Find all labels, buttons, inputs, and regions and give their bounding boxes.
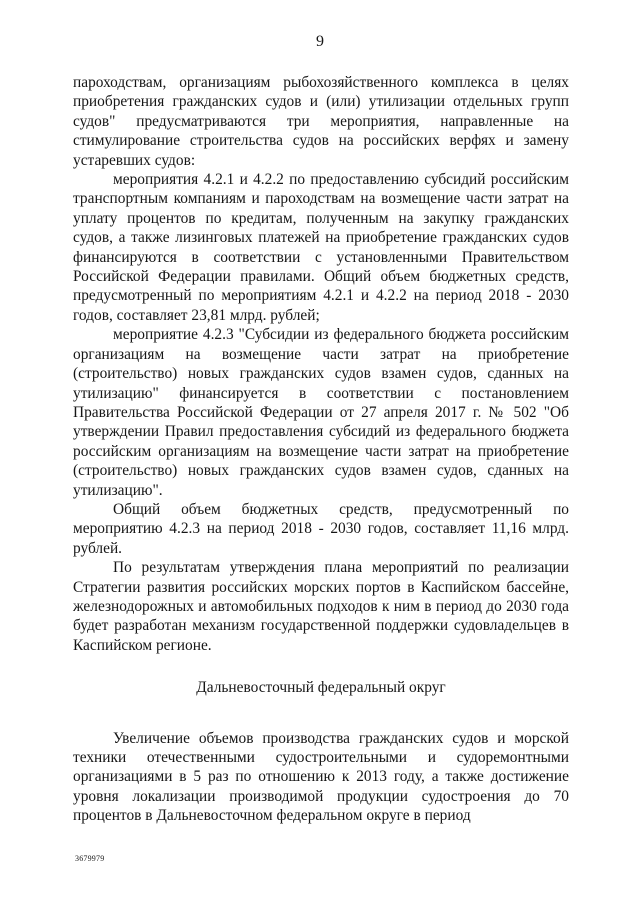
section-heading: Дальневосточный федеральный округ xyxy=(196,679,446,697)
paragraph: пароходствам, организациям рыбохозяйственного комплекса в целях приобретения гражданских судов и (или) утилизации отдельных групп судов" предусматриваются три мероприятия, направленные на стимулирование строительства судов на российских верфях и замену устаревших судов: xyxy=(73,74,569,169)
document-code: 3679979 xyxy=(75,854,105,863)
document-body xyxy=(73,73,569,826)
paragraph: Общий объем бюджетных средств, предусмотренный по мероприятию 4.2.3 на период 2018 - 2030 годов, составляет 11,16 млрд. рублей. xyxy=(73,500,569,557)
paragraph: Увеличение объемов производства гражданских судов и морской техники отечественными судостроительными и судоремонтными организациями в 5 раз по отношению к 2013 году, а также достижение уровня локализации производимой продукции судостроения до 70 процентов в Дальневосточном федеральном округе в период xyxy=(73,729,569,825)
paragraph: мероприятие 4.2.3 "Субсидии из федерального бюджета российским организациям на возмещение части затрат на приобретение (строительство) новых гражданских судов взамен судов, сданных на утилизацию" финансируется в соответствии с постановлением Правительства Российской Федерации от 27 апреля 2017 г. № 502 "Об утверждении Правил предоставления субсидий из федерального бюджета российским организациям на возмещение части затрат на приобретение (строительство) новых гражданских судов взамен судов, сданных на утилизацию". xyxy=(73,326,569,499)
paragraph: мероприятия 4.2.1 и 4.2.2 по предоставлению субсидий российским транспортным компаниям и пароходствам на возмещение части затрат на уплату процентов по кредитам, полученным на закупку гражданских судов, а также лизинговых платежей на приобретение гражданских судов финансируются в соответствии с установленными Правительством Российской Федерации правилами. Общий объем бюджетных средств, предусмотренный по мероприятиям 4.2.1 и 4.2.2 на период 2018 - 2030 годов, составляет 23,81 млрд. рублей; xyxy=(73,171,569,324)
page-number: 9 xyxy=(316,33,324,50)
paragraph: По результатам утверждения плана мероприятий по реализации Стратегии развития российских морских портов в Каспийском бассейне, железнодорожных и автомобильных подходов к ним в период до 2030 года будет разработан механизм государственной поддержки судовладельцев в Каспийском регионе. xyxy=(73,559,569,654)
